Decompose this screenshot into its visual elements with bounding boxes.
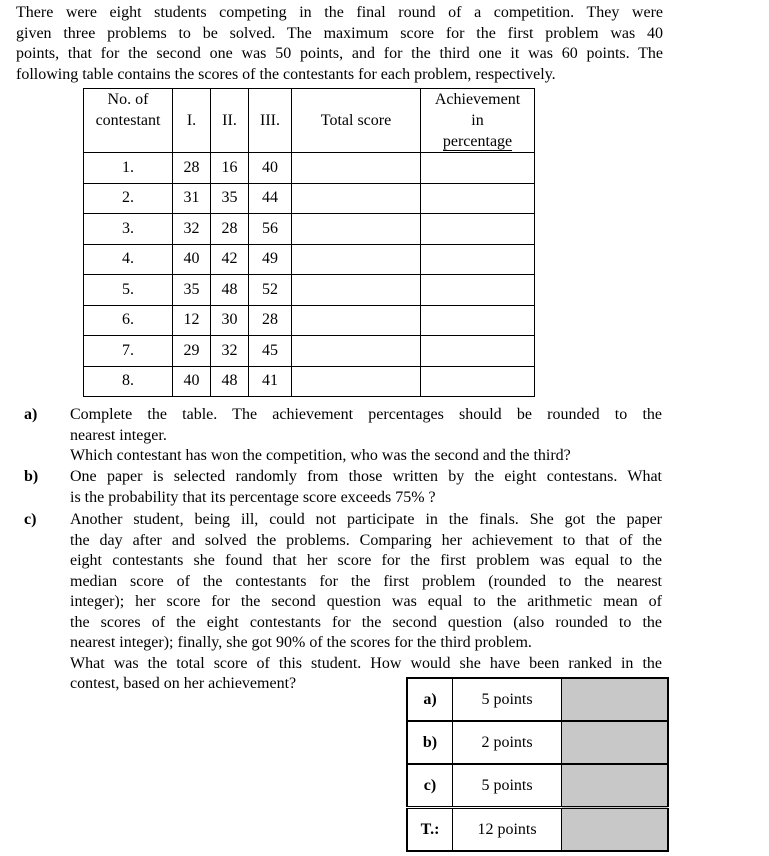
cell-total-score xyxy=(292,305,421,336)
points-part-label: b) xyxy=(407,721,453,764)
cell-problem-2: 48 xyxy=(211,275,249,306)
cell-achievement xyxy=(421,183,535,214)
cell-achievement xyxy=(421,305,535,336)
cell-total-score xyxy=(292,244,421,275)
cell-contestant-no: 4. xyxy=(84,244,173,275)
question-line: nearest integer); finally, she got 90% of the scores for the third problem. xyxy=(70,634,532,651)
cell-total-score xyxy=(292,366,421,397)
scores-table xyxy=(83,88,535,397)
question-b-label: b) xyxy=(24,468,39,485)
cell-problem-3: 28 xyxy=(249,305,292,336)
table-row xyxy=(84,153,535,184)
points-score-box xyxy=(562,678,669,721)
header-contestant-line1: No. of xyxy=(107,91,149,108)
points-part-label: T.: xyxy=(407,808,453,852)
question-line: What was the total score of this student. How would she have been ranked in the xyxy=(70,654,662,672)
cell-contestant-no: 2. xyxy=(84,183,173,214)
cell-problem-2: 16 xyxy=(211,153,249,184)
question-a-text xyxy=(70,405,662,467)
table-row xyxy=(84,305,535,336)
points-part-label: c) xyxy=(407,764,453,808)
question-line: contest, based on her achievement? xyxy=(70,675,297,692)
table-row xyxy=(84,183,535,214)
points-row xyxy=(407,808,668,852)
cell-problem-3: 44 xyxy=(249,183,292,214)
cell-achievement xyxy=(421,366,535,397)
intro-line: given three problems to be solved. The maximum score for the first problem was 40 xyxy=(16,24,663,42)
cell-problem-3: 45 xyxy=(249,336,292,367)
header-problem-2: II. xyxy=(211,89,249,153)
cell-problem-1: 12 xyxy=(173,305,211,336)
question-c-text xyxy=(70,510,662,695)
cell-problem-2: 42 xyxy=(211,244,249,275)
points-value: 5 points xyxy=(453,678,562,721)
question-line: Which contestant has won the competition, who was the second and the third? xyxy=(70,447,571,464)
cell-total-score xyxy=(292,153,421,184)
table-row xyxy=(84,214,535,245)
cell-problem-1: 28 xyxy=(173,153,211,184)
points-value: 12 points xyxy=(453,808,562,852)
points-value: 5 points xyxy=(453,764,562,808)
points-score-box xyxy=(562,721,669,764)
cell-total-score xyxy=(292,183,421,214)
intro-line: points, that for the second one was 50 points, and for the third one it was 60 points. The xyxy=(16,45,663,62)
question-line: Complete the table. The achievement percentages should be rounded to the xyxy=(70,406,662,423)
points-score-box xyxy=(562,764,669,808)
header-achievement-line1: Achievement xyxy=(434,91,521,108)
cell-total-score xyxy=(292,275,421,306)
cell-problem-3: 49 xyxy=(249,244,292,275)
cell-contestant-no: 1. xyxy=(84,153,173,184)
points-part-label: a) xyxy=(407,678,453,721)
points-row xyxy=(407,678,668,721)
question-line: eight contestants she found that her score for the first problem was equal to the xyxy=(70,552,662,569)
points-table xyxy=(406,677,669,852)
cell-achievement xyxy=(421,214,535,245)
cell-problem-1: 40 xyxy=(173,244,211,275)
problem-intro xyxy=(16,3,663,85)
intro-line: There were eight students competing in the final round of a competition. They were xyxy=(16,4,663,21)
cell-achievement xyxy=(421,275,535,306)
cell-problem-3: 40 xyxy=(249,153,292,184)
points-row xyxy=(407,721,668,764)
cell-problem-1: 32 xyxy=(173,214,211,245)
cell-problem-1: 40 xyxy=(173,366,211,397)
cell-problem-2: 48 xyxy=(211,366,249,397)
question-line: median score of the contestants for the first problem (rounded to the nearest xyxy=(70,572,662,590)
header-total-score: Total score xyxy=(292,89,421,153)
intro-line: following table contains the scores of the contestants for each problem, respectively. xyxy=(16,65,556,83)
table-row xyxy=(84,366,535,397)
cell-total-score xyxy=(292,214,421,245)
question-line: One paper is selected randomly from those written by the eight contestans. What xyxy=(70,468,662,485)
header-achievement-line2: in xyxy=(471,112,484,129)
cell-contestant-no: 7. xyxy=(84,336,173,367)
cell-problem-2: 28 xyxy=(211,214,249,245)
question-b-text xyxy=(70,467,662,508)
table-row xyxy=(84,244,535,275)
cell-problem-3: 52 xyxy=(249,275,292,306)
cell-achievement xyxy=(421,153,535,184)
header-achievement-line3: percentage xyxy=(442,133,513,150)
cell-contestant-no: 3. xyxy=(84,214,173,245)
question-line: the day after and solved the problems. Comparing her achievement to that of the xyxy=(70,531,662,549)
cell-problem-3: 56 xyxy=(249,214,292,245)
cell-problem-2: 35 xyxy=(211,183,249,214)
cell-total-score xyxy=(292,336,421,367)
points-row xyxy=(407,764,668,808)
table-row xyxy=(84,275,535,306)
scores-header-row xyxy=(84,89,535,153)
question-line: nearest integer. xyxy=(70,426,167,444)
header-problem-3: III. xyxy=(249,89,292,153)
header-contestant-line2: contestant xyxy=(95,112,161,129)
question-line: the scores of the eight contestants for the second question (also rounded to the xyxy=(70,613,662,631)
points-score-box xyxy=(562,808,669,852)
cell-problem-2: 32 xyxy=(211,336,249,367)
cell-achievement xyxy=(421,244,535,275)
cell-problem-1: 35 xyxy=(173,275,211,306)
question-a-label: a) xyxy=(24,406,38,423)
cell-problem-1: 29 xyxy=(173,336,211,367)
table-row xyxy=(84,336,535,367)
points-value: 2 points xyxy=(453,721,562,764)
question-line: integer); her score for the second question was equal to the arithmetic mean of xyxy=(70,593,662,610)
cell-achievement xyxy=(421,336,535,367)
cell-problem-3: 41 xyxy=(249,366,292,397)
cell-contestant-no: 8. xyxy=(84,366,173,397)
cell-problem-1: 31 xyxy=(173,183,211,214)
header-contestant xyxy=(84,89,173,153)
question-line: is the probability that its percentage score exceeds 75% ? xyxy=(70,488,436,506)
header-problem-1: I. xyxy=(173,89,211,153)
question-line: Another student, being ill, could not participate in the finals. She got the paper xyxy=(70,511,662,528)
header-achievement xyxy=(421,89,535,153)
question-c-label: c) xyxy=(24,511,37,528)
cell-problem-2: 30 xyxy=(211,305,249,336)
cell-contestant-no: 6. xyxy=(84,305,173,336)
cell-contestant-no: 5. xyxy=(84,275,173,306)
